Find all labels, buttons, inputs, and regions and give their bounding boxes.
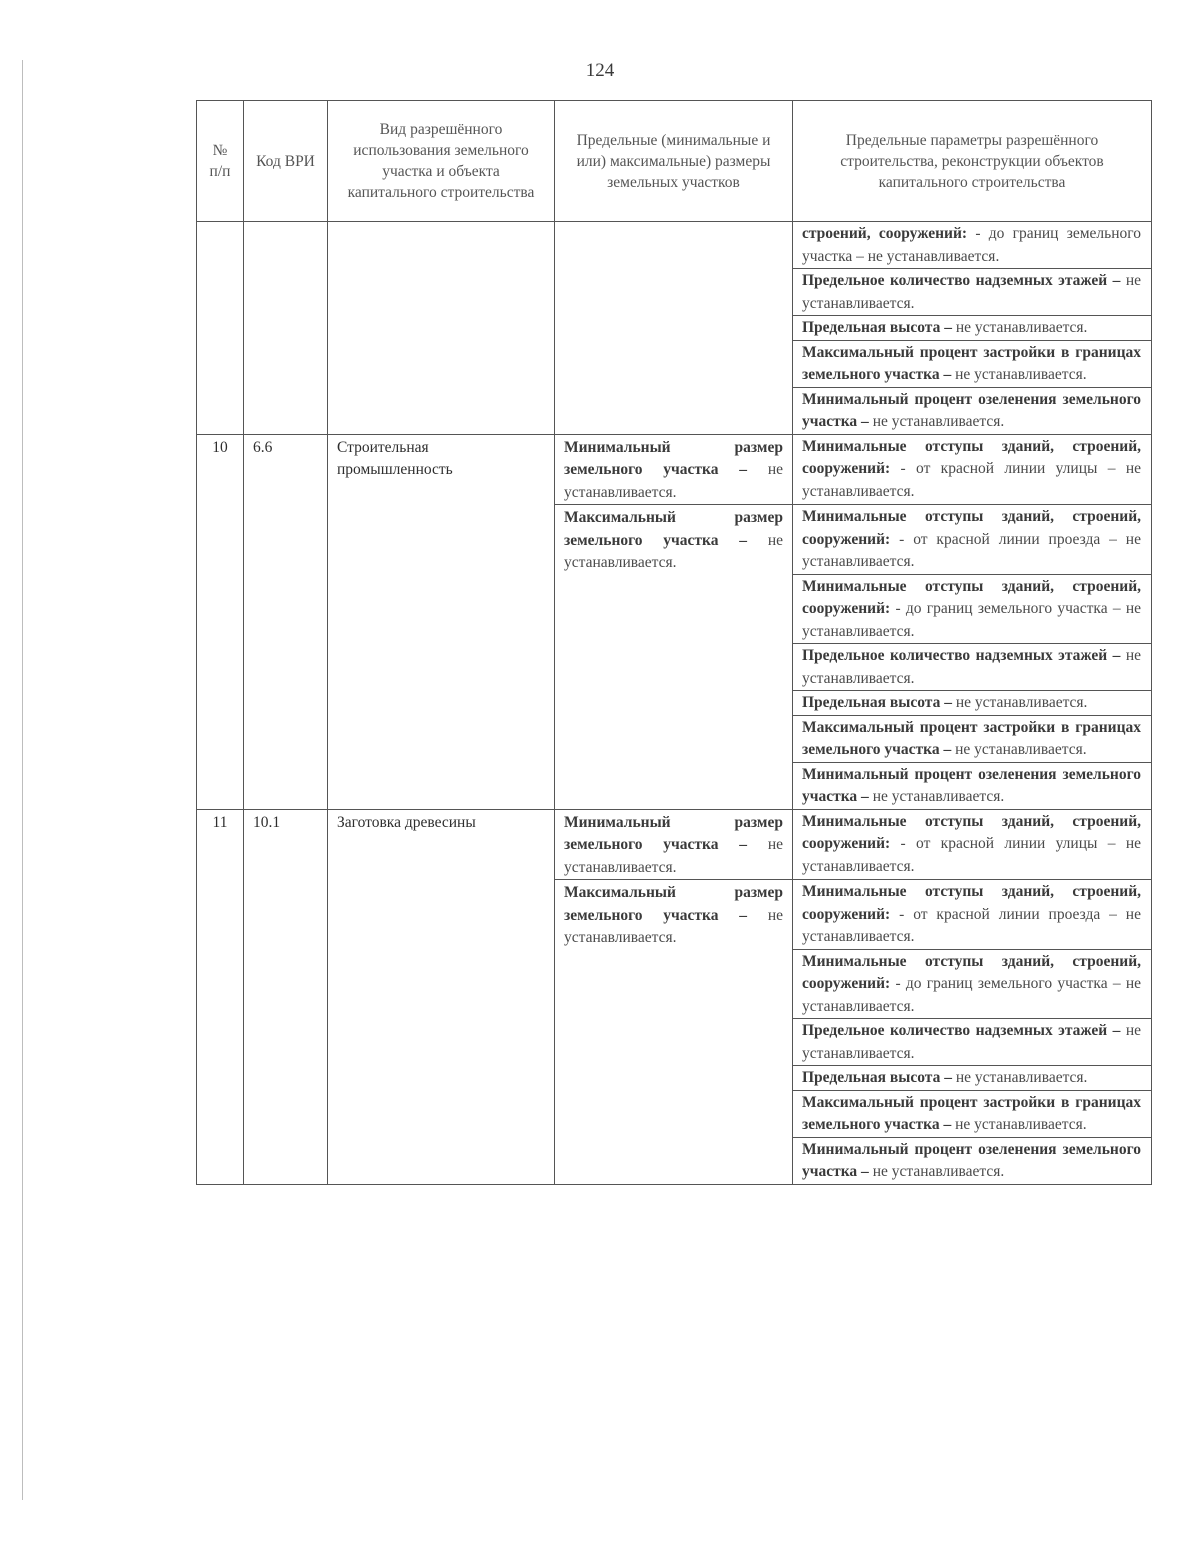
param-cell <box>793 1137 1152 1184</box>
blank-cell <box>197 222 244 435</box>
param-cell <box>793 574 1152 644</box>
param-title: Предельное количество надземных этажей – <box>802 647 1126 664</box>
param-cell <box>793 1066 1152 1091</box>
size-title: Минимальный размер земельного участка – <box>564 813 783 853</box>
size-value: не устанавливается. <box>564 531 783 571</box>
param-cell <box>793 715 1152 762</box>
table-header-row <box>197 101 1152 222</box>
row-code: 6.6 <box>244 434 328 809</box>
param-value: - до границ земельного участка – не устанавливается. <box>802 225 1141 265</box>
param-value: не устанавливается. <box>872 1163 1005 1180</box>
param-value: не устанавливается. <box>802 272 1141 312</box>
blank-cell <box>244 222 328 435</box>
param-value: не устанавливается. <box>955 366 1087 383</box>
param-cell <box>793 809 1152 880</box>
left-margin-mark <box>22 60 23 1500</box>
param-value: не устанавливается. <box>802 1022 1141 1062</box>
size-value: не устанавливается. <box>564 461 783 501</box>
param-cell <box>793 316 1152 341</box>
max-size-cell <box>555 505 793 810</box>
min-size-cell <box>555 809 793 880</box>
table-body <box>197 222 1152 1185</box>
blank-cell <box>555 222 793 435</box>
param-title: Минимальные отступы зданий, строений, сооружений: <box>802 952 1141 992</box>
table-row <box>197 434 1152 505</box>
size-title: Максимальный размер земельного участка – <box>564 884 783 924</box>
param-cell <box>793 434 1152 505</box>
param-cell <box>793 691 1152 716</box>
param-cell <box>793 644 1152 691</box>
param-title: Минимальные отступы зданий, строений, сооружений: <box>802 883 1141 923</box>
header-num: № п/п <box>197 101 244 222</box>
param-title: Предельное количество надземных этажей – <box>802 272 1126 289</box>
param-value: - до границ земельного участка – не устанавливается. <box>802 975 1141 1015</box>
size-value: не устанавливается. <box>564 836 783 876</box>
param-cell <box>793 762 1152 809</box>
row-use-name: Заготовка древесины <box>328 809 555 1184</box>
header-params: Предельные параметры разрешённого строительства, реконструкции объектов капитального строительства <box>793 101 1152 222</box>
param-value: не устанавливается. <box>955 741 1087 758</box>
param-value: - от красной линии проезда – не устанавливается. <box>802 905 1141 945</box>
header-code: Код ВРИ <box>244 101 328 222</box>
regulations-table <box>196 100 1152 1185</box>
param-title: Предельная высота – <box>802 319 956 336</box>
param-cell <box>793 949 1152 1019</box>
param-cell <box>793 387 1152 434</box>
param-value: не устанавливается. <box>955 694 1088 711</box>
param-title: Максимальный процент застройки в границах земельного участка – <box>802 1093 1141 1133</box>
row-code: 10.1 <box>244 809 328 1184</box>
param-title: Предельное количество надземных этажей – <box>802 1022 1126 1039</box>
table-row <box>197 809 1152 880</box>
param-title: строений, сооружений: <box>802 225 976 242</box>
param-title: Минимальный процент озеленения земельного участка – <box>802 1140 1141 1180</box>
param-cell <box>793 222 1152 269</box>
param-value: - от красной линии улицы – не устанавливается. <box>802 460 1141 500</box>
param-cell <box>793 340 1152 387</box>
param-title: Минимальные отступы зданий, строений, сооружений: <box>802 577 1141 617</box>
max-size-cell <box>555 880 793 1185</box>
row-number: 10 <box>197 434 244 809</box>
param-value: - от красной линии проезда – не устанавливается. <box>802 530 1141 570</box>
param-value: не устанавливается. <box>802 647 1141 687</box>
header-plot-size: Предельные (минимальные и или) максимальные) размеры земельных участков <box>555 101 793 222</box>
size-title: Максимальный размер земельного участка – <box>564 509 783 549</box>
page-number: 124 <box>585 60 615 81</box>
param-cell <box>793 880 1152 950</box>
param-value: не устанавливается. <box>872 788 1005 805</box>
param-title: Минимальные отступы зданий, строений, сооружений: <box>802 508 1141 548</box>
param-cell <box>793 505 1152 575</box>
param-title: Минимальные отступы зданий, строений, сооружений: <box>802 437 1141 477</box>
size-title: Минимальный размер земельного участка – <box>564 438 783 478</box>
param-value: не устанавливается. <box>955 1069 1088 1086</box>
param-value: не устанавливается. <box>955 319 1088 336</box>
row-number: 11 <box>197 809 244 1184</box>
blank-cell <box>328 222 555 435</box>
param-value: - от красной линии улицы – не устанавливается. <box>802 835 1141 875</box>
param-title: Максимальный процент застройки в границах земельного участка – <box>802 718 1141 758</box>
param-title: Предельная высота – <box>802 1069 956 1086</box>
param-title: Минимальные отступы зданий, строений, сооружений: <box>802 812 1141 852</box>
size-value: не устанавливается. <box>564 906 783 946</box>
param-cell <box>793 1090 1152 1137</box>
param-title: Максимальный процент застройки в границах земельного участка – <box>802 343 1141 383</box>
param-cell <box>793 269 1152 316</box>
param-title: Минимальный процент озеленения земельного участка – <box>802 765 1141 805</box>
param-title: Предельная высота – <box>802 694 956 711</box>
min-size-cell <box>555 434 793 505</box>
table-row <box>197 222 1152 269</box>
param-value: не устанавливается. <box>955 1116 1087 1133</box>
param-cell <box>793 1019 1152 1066</box>
row-use-name: Строительная промышленность <box>328 434 555 809</box>
header-use: Вид разрешённого использования земельного участка и объекта капитального строительства <box>328 101 555 222</box>
param-value: не устанавливается. <box>872 413 1005 430</box>
param-title: Минимальный процент озеленения земельного участка – <box>802 390 1141 430</box>
param-value: - до границ земельного участка – не устанавливается. <box>802 600 1141 640</box>
